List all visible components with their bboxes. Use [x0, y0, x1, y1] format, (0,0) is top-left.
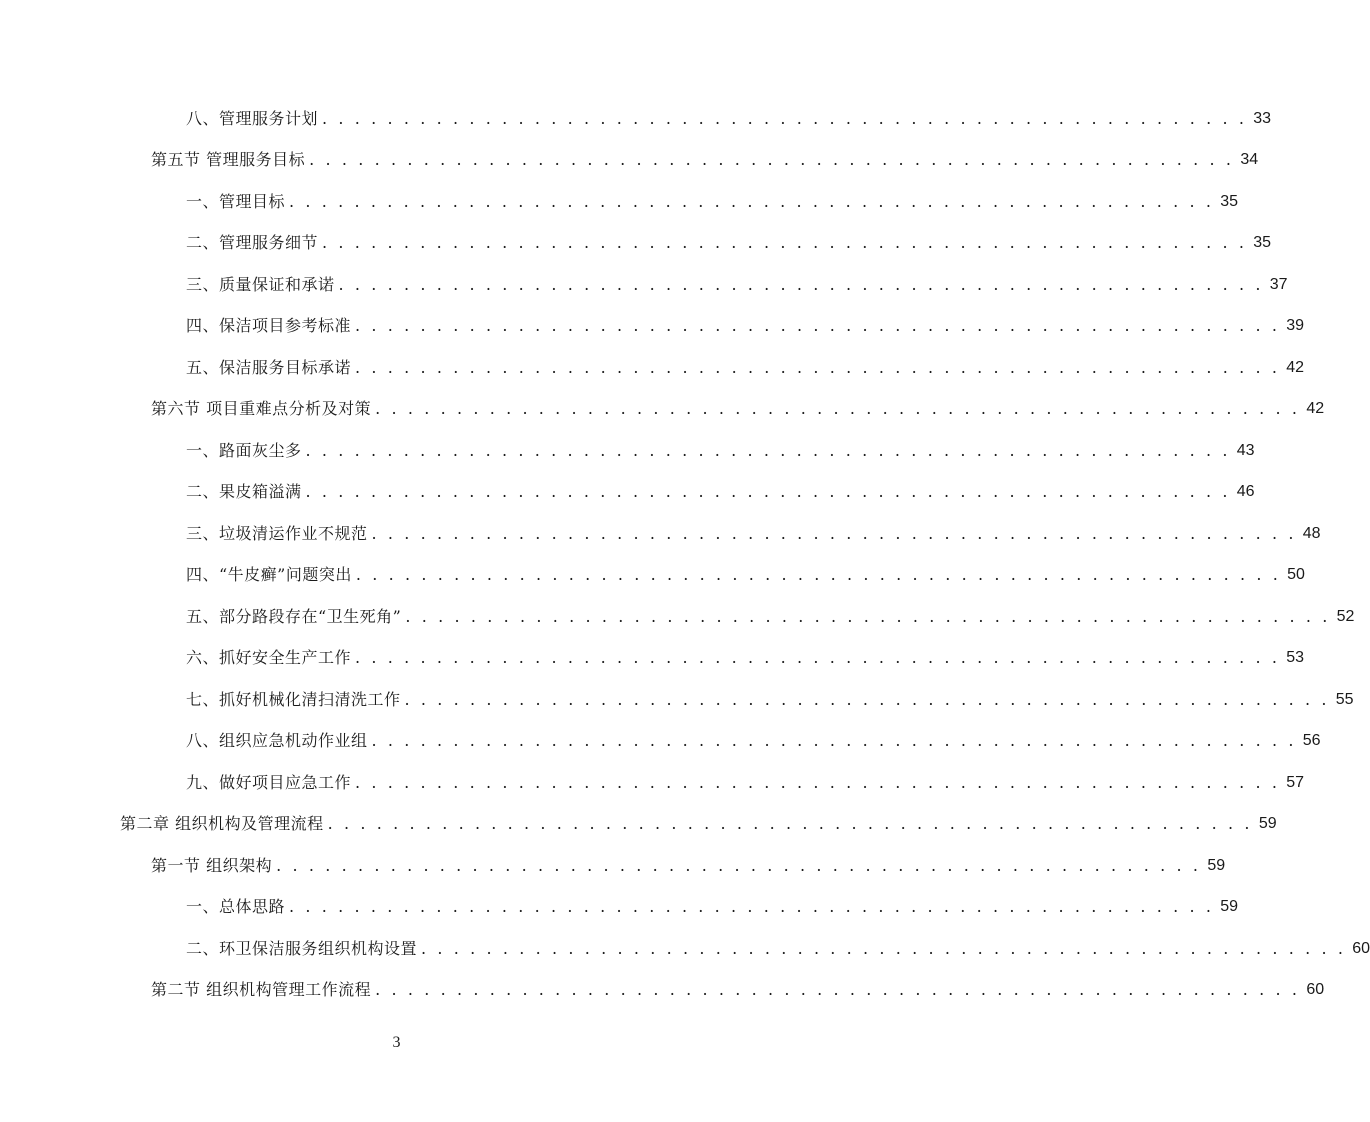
toc-entry-title: 第五节 管理服务目标	[151, 150, 306, 169]
toc-leader-dots: . . . . . . . . . . . . . . . . . . . . . . . . . . . . . . . . . . . . . . . . . . . . . . . . . . . . . . . . .	[355, 358, 1281, 377]
toc-entry[interactable]	[186, 269, 1288, 295]
toc-entry[interactable]	[186, 933, 1370, 959]
toc-leader-dots: . . . . . . . . . . . . . . . . . . . . . . . . . . . . . . . . . . . . . . . . . . . . . . . . . . . . . . . . .	[276, 856, 1202, 875]
toc-entry-page: 42	[1286, 359, 1305, 376]
toc-entry[interactable]	[186, 601, 1355, 627]
toc-leader-dots: . . . . . . . . . . . . . . . . . . . . . . . . . . . . . . . . . . . . . . . . . . . . . . . . . . . . . . . . .	[404, 690, 1330, 709]
toc-entry[interactable]	[186, 103, 1272, 129]
toc-entry[interactable]	[186, 352, 1305, 378]
toc-entry-title: 第六节 项目重难点分析及对策	[151, 399, 372, 418]
toc-entry-page: 57	[1286, 774, 1305, 791]
toc-entry-page: 42	[1306, 400, 1325, 417]
toc-entry[interactable]	[120, 808, 1277, 834]
toc-leader-dots: . . . . . . . . . . . . . . . . . . . . . . . . . . . . . . . . . . . . . . . . . . . . . . . . . . . . . . . . .	[309, 150, 1235, 169]
toc-leader-dots: . . . . . . . . . . . . . . . . . . . . . . . . . . . . . . . . . . . . . . . . . . . . . . . . . . . . . . . . .	[327, 814, 1253, 833]
toc-entry-page: 56	[1302, 732, 1321, 749]
toc-entry[interactable]	[186, 725, 1321, 751]
toc-entry-title: 一、路面灰尘多	[186, 441, 302, 460]
toc-entry-page: 52	[1336, 608, 1355, 625]
toc-leader-dots: . . . . . . . . . . . . . . . . . . . . . . . . . . . . . . . . . . . . . . . . . . . . . . . . . . . . . . . . .	[355, 773, 1281, 792]
toc-leader-dots: . . . . . . . . . . . . . . . . . . . . . . . . . . . . . . . . . . . . . . . . . . . . . . . . . . . . . . . . .	[375, 399, 1301, 418]
page-number: 3	[392, 1034, 401, 1051]
toc-entry-title: 四、“牛皮癣”问题突出	[186, 565, 352, 584]
toc-entry-title: 六、抓好安全生产工作	[186, 648, 352, 667]
toc-entry-title: 一、总体思路	[186, 897, 286, 916]
toc-entry-title: 九、做好项目应急工作	[186, 773, 352, 792]
toc-leader-dots: . . . . . . . . . . . . . . . . . . . . . . . . . . . . . . . . . . . . . . . . . . . . . . . . . . . . . . . . .	[355, 565, 1281, 584]
toc-entry[interactable]	[186, 518, 1321, 544]
toc-leader-dots: . . . . . . . . . . . . . . . . . . . . . . . . . . . . . . . . . . . . . . . . . . . . . . . . . . . . . . . . .	[305, 441, 1231, 460]
toc-entry-title: 三、垃圾清运作业不规范	[186, 524, 368, 543]
toc-leader-dots: . . . . . . . . . . . . . . . . . . . . . . . . . . . . . . . . . . . . . . . . . . . . . . . . . . . . . . . . .	[371, 731, 1297, 750]
toc-entry-page: 50	[1287, 566, 1305, 583]
toc-entry-page: 60	[1352, 940, 1370, 957]
toc-leader-dots: . . . . . . . . . . . . . . . . . . . . . . . . . . . . . . . . . . . . . . . . . . . . . . . . . . . . . . . . .	[355, 316, 1281, 335]
toc-entry-page: 37	[1269, 276, 1288, 293]
toc-entry[interactable]	[186, 684, 1354, 710]
toc-entry[interactable]	[186, 767, 1305, 793]
toc-leader-dots: . . . . . . . . . . . . . . . . . . . . . . . . . . . . . . . . . . . . . . . . . . . . . . . . . . . . . . . . .	[338, 275, 1264, 294]
toc-entry-title: 八、管理服务计划	[186, 109, 319, 128]
toc-entry-page: 53	[1286, 649, 1305, 666]
toc-entry[interactable]	[151, 850, 1226, 876]
toc-entry-title: 五、保洁服务目标承诺	[186, 358, 352, 377]
toc-leader-dots: . . . . . . . . . . . . . . . . . . . . . . . . . . . . . . . . . . . . . . . . . . . . . . . . . . . . . . . . .	[322, 109, 1248, 128]
toc-entry[interactable]	[186, 310, 1305, 336]
toc-entry-page: 60	[1306, 981, 1325, 998]
toc-leader-dots: . . . . . . . . . . . . . . . . . . . . . . . . . . . . . . . . . . . . . . . . . . . . . . . . . . . . . . . . .	[355, 648, 1281, 667]
toc-entry-title: 四、保洁项目参考标准	[186, 316, 352, 335]
toc-entry-page: 59	[1220, 898, 1239, 915]
toc-entry-title: 二、果皮箱溢满	[186, 482, 302, 501]
toc-entry-title: 二、管理服务细节	[186, 233, 319, 252]
toc-entry-title: 二、环卫保洁服务组织机构设置	[186, 939, 418, 958]
toc-leader-dots: . . . . . . . . . . . . . . . . . . . . . . . . . . . . . . . . . . . . . . . . . . . . . . . . . . . . . . . . .	[289, 192, 1215, 211]
toc-leader-dots: . . . . . . . . . . . . . . . . . . . . . . . . . . . . . . . . . . . . . . . . . . . . . . . . . . . . . . . . .	[289, 897, 1215, 916]
toc-entry-page: 59	[1207, 857, 1226, 874]
toc-entry[interactable]	[186, 891, 1239, 917]
toc-entry[interactable]	[186, 227, 1272, 253]
toc-leader-dots: . . . . . . . . . . . . . . . . . . . . . . . . . . . . . . . . . . . . . . . . . . . . . . . . . . . . . . . . .	[405, 607, 1331, 626]
toc-entry-page: 35	[1220, 193, 1239, 210]
toc-entry-title: 三、质量保证和承诺	[186, 275, 335, 294]
toc-entry-title: 一、管理目标	[186, 192, 286, 211]
toc-entry-page: 39	[1286, 317, 1305, 334]
toc-entry-page: 46	[1236, 483, 1255, 500]
toc-entry-title: 第一节 组织架构	[151, 856, 273, 875]
toc-entry[interactable]	[186, 186, 1239, 212]
toc-entry-page: 59	[1258, 815, 1277, 832]
toc-leader-dots: . . . . . . . . . . . . . . . . . . . . . . . . . . . . . . . . . . . . . . . . . . . . . . . . . . . . . . . . .	[322, 233, 1248, 252]
toc-entry-page: 48	[1302, 525, 1321, 542]
toc-entry-page: 35	[1253, 234, 1272, 251]
toc-entry-title: 第二章 组织机构及管理流程	[120, 814, 324, 833]
toc-entry-title: 七、抓好机械化清扫清洗工作	[186, 690, 401, 709]
toc-entry[interactable]	[186, 642, 1305, 668]
toc-leader-dots: . . . . . . . . . . . . . . . . . . . . . . . . . . . . . . . . . . . . . . . . . . . . . . . . . . . . . . . . .	[305, 482, 1231, 501]
toc-entry[interactable]	[151, 974, 1325, 1000]
toc-entry-page: 43	[1236, 442, 1255, 459]
toc-entry-page: 55	[1335, 691, 1354, 708]
toc-entry-page: 33	[1253, 110, 1272, 127]
toc-entry[interactable]	[186, 476, 1255, 502]
toc-entry-title: 五、部分路段存在“卫生死角”	[186, 607, 402, 626]
toc-leader-dots: . . . . . . . . . . . . . . . . . . . . . . . . . . . . . . . . . . . . . . . . . . . . . . . . . . . . . . . . .	[375, 980, 1301, 999]
toc-entry-title: 八、组织应急机动作业组	[186, 731, 368, 750]
toc-entry[interactable]	[151, 144, 1259, 170]
toc-entry[interactable]	[186, 435, 1255, 461]
toc-leader-dots: . . . . . . . . . . . . . . . . . . . . . . . . . . . . . . . . . . . . . . . . . . . . . . . . . . . . . . . . .	[371, 524, 1297, 543]
toc-entry[interactable]	[151, 393, 1325, 419]
toc-entry-title: 第二节 组织机构管理工作流程	[151, 980, 372, 999]
toc-entry-page: 34	[1240, 151, 1259, 168]
toc-entry[interactable]	[186, 559, 1305, 585]
toc-leader-dots: . . . . . . . . . . . . . . . . . . . . . . . . . . . . . . . . . . . . . . . . . . . . . . . . . . . . . . . . .	[421, 939, 1347, 958]
